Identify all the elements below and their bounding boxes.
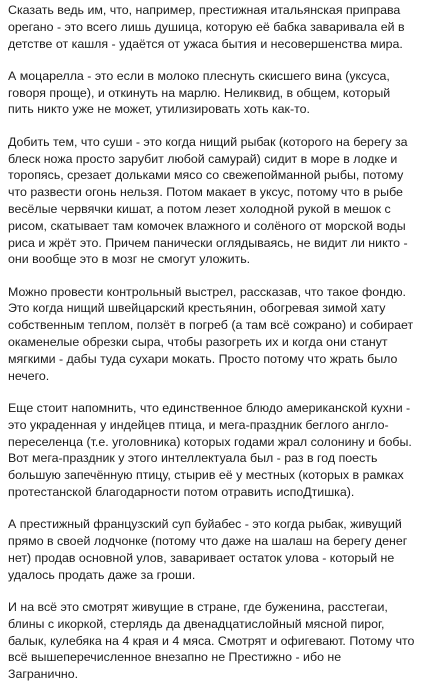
text-line: переселенца (т.е. уголовника) которых годами жрал солонину и бобы.: [8, 434, 412, 449]
paragraph-bouillabaisse: [8, 516, 422, 583]
text-line: они вообще это в мозг не смогут уложить.: [8, 252, 251, 267]
text-line: большую запечённую птицу, стырив её у местных (которых в рамках: [8, 468, 404, 483]
text-line: балык, кулебяка на 4 края и 4 мяса. Смотрят и офигевают. Потому что: [8, 633, 415, 648]
paragraph-italian-oregano: [8, 2, 422, 52]
text-line: детстве от кашля - удаётся от ужаса бытия и несовершенства мира.: [8, 36, 403, 51]
text-line: Загранично.: [8, 667, 79, 682]
text-line: прямо в своей лодчонке (потому что даже на шалаш на берегу денег: [8, 534, 408, 549]
text-line: пить никто уже не может, утилизировать хоть как-то.: [8, 102, 310, 117]
text-line: это украденная у индейцев птица, и мега-праздник беглого англо-: [8, 417, 389, 432]
text-line: что развести огонь нельзя. Потом макает в уксус, потому что в рыбе: [8, 185, 403, 200]
text-line: Можно провести контрольный выстрел, рассказав, что такое фондю.: [8, 284, 406, 299]
text-line: И на всё это смотрят живущие в стране, где буженина, расстегаи,: [8, 599, 388, 614]
paragraph-fondue: [8, 284, 422, 385]
text-line: собственным теплом, ползёт в погреб (а там всё сожрано) и собирает: [8, 318, 414, 333]
paragraph-conclusion: [8, 599, 422, 683]
text-line: А моцарелла - это если в молоко плеснуть скисшего вина (уксуса,: [8, 68, 390, 83]
text-line: удалось продать даже за гроши.: [8, 567, 196, 582]
text-line: блеск ножа просто зарубит любой самурай) сидит в море в лодке и: [8, 151, 398, 166]
text-line: весёлые червячки кишат, а потом лезет холодной рукой в мешок с: [8, 201, 391, 216]
text-line: орегано - это всего лишь душица, которую её бабка заваривала ей в: [8, 19, 405, 34]
paragraph-sushi: [8, 134, 422, 268]
text-line: говоря проще), и откинуть на марлю. Неликвид, в общем, который: [8, 85, 391, 100]
text-line: Сказать ведь им, что, например, престижная итальянская приправа: [8, 3, 401, 17]
text-line: нет) продав основной улов, заваривает остаток улова - который не: [8, 550, 395, 565]
text-line: нечего.: [8, 368, 50, 383]
text-line: Вот мега-праздник у этого интеллектуала был - раз в год поесть: [8, 451, 378, 466]
text-line: окаменелые обрезки сыра, чтобы разогреть их и когда они станут: [8, 335, 388, 350]
text-line: Еще стоит напомнить, что единственное блюдо американской кухни -: [8, 400, 411, 415]
text-line: Добить тем, что суши - это когда нищий рыбак (которого на берегу за: [8, 134, 408, 149]
text-line: протестанской благодарности потом отравить испоДтишка).: [8, 484, 355, 499]
text-line: торопясь, срезает дольками мясо со свежепойманной рыбы, потому: [8, 168, 404, 183]
paragraph-american-cuisine: [8, 400, 422, 501]
text-line: А престижный французский суп буйабес - это когда рыбак, живущий: [8, 517, 402, 532]
text-line: Это когда нищий швейцарский крестьянин, обогревая зимой хату: [8, 301, 386, 316]
text-line: рисом, скатывает там комочек влажного и солёного от морской воды: [8, 218, 406, 233]
paragraph-mozzarella: [8, 68, 422, 118]
text-line: риса и жрёт это. Причем панически оглядываясь, не видит ли никто -: [8, 235, 408, 250]
text-line: мягкими - дабы туда сухари мокать. Просто потому что жрать было: [8, 351, 398, 366]
text-line: всё вышеперечисленное внезапно не Престижно - ибо не: [8, 650, 342, 665]
text-line: блины с икоркой, стерлядь да двенадцатислойный мясной пирог,: [8, 616, 385, 631]
